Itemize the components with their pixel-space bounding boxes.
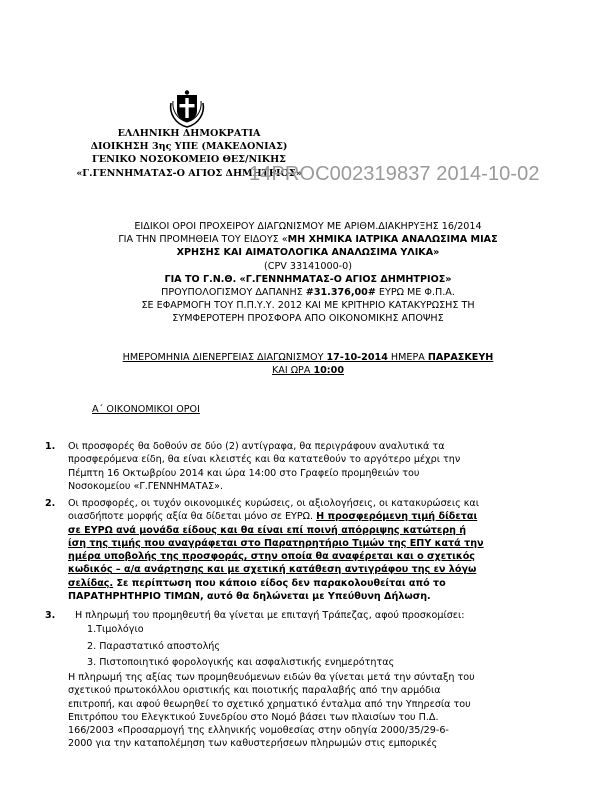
- tender-date-block: [40, 351, 576, 377]
- payment-doc-3: 3. Πιστοποιητικό φορολογικής και ασφαλιστικής ενημερότητας: [87, 657, 395, 668]
- term-line: Οι προσφορές θα δοθούν σε δύο (2) αντίγραφα, θα περιγράφουν αναλυτικά τα: [68, 441, 445, 452]
- page-word: σελίδας.: [68, 577, 114, 589]
- day-label: ΗΜΕΡΑ: [387, 352, 428, 363]
- tender-date: 17-10-2014: [326, 352, 388, 363]
- greek-coat-of-arms-icon: [167, 89, 207, 129]
- term-number: 1.: [45, 441, 56, 452]
- paragraph-line: Η πληρωμή της αξίας των προμηθευόμενων ειδών θα γίνεται μετά την σύνταξη του: [68, 672, 475, 683]
- tender-title-block: [40, 220, 576, 326]
- payment-paragraph: [68, 671, 538, 751]
- header-line-3: ΓΕΝΙΚΟ ΝΟΣΟΚΟΜΕΙΟ ΘΕΣ/ΝΙΚΗΣ: [92, 154, 286, 166]
- paragraph-line: 2000 για την καταπολέμηση των καθυστερήσεων πληρωμών στις εμπορικές: [68, 738, 438, 750]
- term-text: [68, 440, 583, 493]
- date-line: [40, 351, 576, 364]
- title-line-8: ΣΥΜΦΕΡΟΤΕΡΗ ΠΡΟΣΦΟΡΑ ΑΠΟ ΟΙΚΟΝΟΜΙΚΗΣ ΑΠΟΨΗΣ: [172, 313, 444, 325]
- tender-time: 10:00: [313, 365, 344, 377]
- term-line: προσφερόμενα είδη, θα είναι κλειστές και θα κατατεθούν το αργότερο μέχρι την: [68, 454, 461, 466]
- budget-amount: #31.376,00#: [305, 287, 376, 299]
- term-line: ημέρα υποβολής της προσφοράς, στην οποία θα αναφέρεται και ο σχετικός: [68, 551, 475, 563]
- payment-doc-2: 2. Παραστατικό αποστολής: [87, 641, 221, 652]
- title-line-2-prefix: ΓΙΑ ΤΗΝ ΠΡΟΜΗΘΕΙΑ ΤΟΥ ΕΙΔΟΥΣ «: [118, 234, 288, 246]
- title-line-7: ΣΕ ΕΦΑΡΜΟΓΗ ΤΟΥ Π.Π.Υ.Υ. 2012 ΚΑΙ ΜΕ ΚΡΙΤΗΡΙΟ ΚΑΤΑΚΥΡΩΣΗΣ ΤΗ: [141, 300, 475, 312]
- term-line: [68, 577, 583, 590]
- price-rule-start: Η προσφερόμενη τιμή δίδεται: [316, 511, 478, 523]
- time-line: [40, 364, 576, 377]
- term-line: Οι προσφορές, οι τυχόν οικονομικές κυρώσεις, οι αξιολογήσεις, οι κατακυρώσεις και: [68, 498, 479, 509]
- header-line-1: ΕΛΛΗΝΙΚΗ ΔΗΜΟΚΡΑΤΙΑ: [117, 128, 261, 139]
- paragraph-line: Επιτρόπου του Ελεγκτικού Συνεδρίου στο Νομό βάσει των πλαισίων του Π.Δ.: [68, 711, 439, 723]
- cpv-code: (CPV 33141000-0): [264, 260, 352, 272]
- price-observatory-note: Σε περίπτωση που κάποιο είδος δεν παρακολουθείται από το: [113, 577, 446, 589]
- term-line: ίση της τιμής που αναγράφεται στο Παρατηρητήριο Τιμών της ΕΠΥ κατά την: [68, 537, 484, 549]
- term-line: [68, 510, 583, 523]
- term-line: Νοσοκομείου «Γ.ΓΕΝΝΗΜΑΤΑΣ».: [68, 480, 224, 492]
- registry-watermark: 14PROC002319837 2014-10-02: [249, 163, 540, 185]
- term-line: κωδικός – α/α ανάρτησης και με σχετική κατάθεση αντιγράφου της εν λόγω: [68, 564, 477, 576]
- title-line-2: [40, 233, 576, 246]
- payment-doc-1: 1.Τιμολόγιο: [87, 624, 144, 635]
- term-number: 3.: [45, 610, 56, 621]
- term-line: σε ΕΥΡΩ ανά μονάδα είδους και θα είναι επί ποινή απόρριψης κατώτερη ή: [68, 524, 467, 536]
- header-line-4: «Γ.ΓΕΝΝΗΜΑΤΑΣ-Ο ΑΓΙΟΣ ΔΗΜΗΤΡΙΟΣ»: [76, 167, 302, 179]
- title-line-3: ΧΡΗΣΗΣ ΚΑΙ ΑΙΜΑΤΟΛΟΓΙΚΑ ΑΝΑΛΩΣΙΜΑ ΥΛΙΚΑ»: [176, 247, 440, 259]
- date-label: ΗΜΕΡΟΜΗΝΙΑ ΔΙΕΝΕΡΓΕΙΑΣ ΔΙΑΓΩΝΙΣΜΟΥ: [122, 352, 327, 363]
- paragraph-line: 166/2003 «Προσαρμογή της ελληνικής νομοθεσίας στην οδηγία 2000/35/29-6-: [68, 725, 449, 737]
- paragraph-line: σχετικού πρωτοκόλλου οριστικής και ποιοτικής παραλαβής από την αρμόδια: [68, 685, 441, 697]
- time-label: ΚΑΙ ΩΡΑ: [271, 365, 314, 377]
- term-number: 2.: [45, 498, 56, 509]
- currency-note: οιασδήποτε μορφής αξία θα δίδεται μόνο σε ΕΥΡΩ.: [68, 511, 317, 523]
- title-line-2-subject: ΜΗ ΧΗΜΙΚΑ ΙΑΤΡΙΚΑ ΑΝΑΛΩΣΙΜΑ ΜΙΑΣ: [287, 234, 498, 246]
- term-line: ΠΑΡΑΤΗΡΗΤΗΡΙΟ ΤΙΜΩΝ, αυτό θα δηλώνεται με Υπεύθυνη Δήλωση.: [68, 591, 431, 603]
- term-text: [68, 497, 583, 603]
- title-line-1: ΕΙΔΙΚΟΙ ΟΡΟΙ ΠΡΟΧΕΙΡΟΥ ΔΙΑΓΩΝΙΣΜΟΥ ΜΕ ΑΡΙΘΜ.ΔΙΑΚΗΡΥΞΗΣ 16/2014: [134, 221, 482, 232]
- header-line-2: ΔΙΟΙΚΗΣΗ 3ης ΥΠΕ (ΜΑΚΕΔΟΝΙΑΣ): [90, 141, 288, 153]
- title-line-5: ΓΙΑ ΤΟ Γ.Ν.Θ. «Γ.ΓΕΝΝΗΜΑΤΑΣ-Ο ΑΓΙΟΣ ΔΗΜΗΤΡΙΟΣ»: [164, 273, 452, 285]
- term-text: Η πληρωμή του προμηθευτή θα γίνεται με επιταγή Τράπεζας, αφού προσκομίσει:: [75, 610, 465, 621]
- term-line: Πέμπτη 16 Οκτωβρίου 2014 και ώρα 14:00 στο Γραφείο προμηθειών του: [68, 467, 420, 479]
- budget-line: [40, 286, 576, 299]
- section-title: Α΄ ΟΙΚΟΝΟΜΙΚΟΙ ΟΡΟΙ: [92, 404, 200, 415]
- budget-suffix: ΕΥΡΩ ΜΕ Φ.Π.Α.: [375, 287, 455, 299]
- tender-day: ΠΑΡΑΣΚΕΥΗ: [427, 352, 494, 363]
- budget-label: ΠΡΟΥΠΟΛΟΓΙΣΜΟΥ ΔΑΠΑΝΗΣ: [161, 287, 306, 299]
- paragraph-line: επιτροπή, και αφού θεωρηθεί το σχετικό χρηματικό ένταλμα από την Υπηρεσία του: [68, 698, 471, 710]
